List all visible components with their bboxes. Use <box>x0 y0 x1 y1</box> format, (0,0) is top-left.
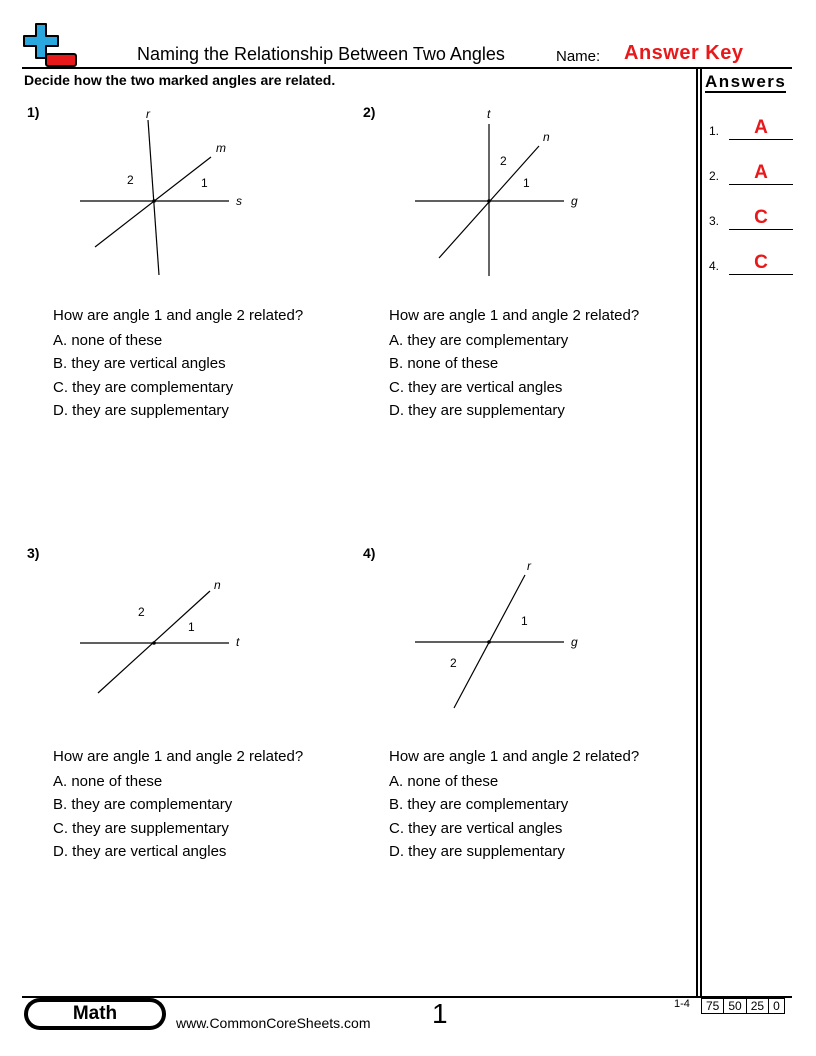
answer-row <box>709 161 793 185</box>
worksheet-title: Naming the Relationship Between Two Angles <box>137 44 505 64</box>
problem-number: 3) <box>27 545 40 561</box>
question-text: How are angle 1 and angle 2 related? <box>53 307 304 324</box>
plus-minus-logo-icon <box>22 22 80 68</box>
problem-number: 1) <box>27 104 40 120</box>
angle-figure <box>70 104 270 279</box>
problem-number: 4) <box>363 545 376 561</box>
choice-list <box>53 770 232 863</box>
answers-divider-left <box>696 67 698 996</box>
answer-line <box>729 229 793 230</box>
angle-label: 2 <box>450 656 457 670</box>
score-cell: 50 <box>723 999 745 1013</box>
angle-figure <box>70 545 270 720</box>
choice: A. none of these <box>53 773 163 790</box>
instructions: Decide how the two marked angles are related. <box>24 72 336 88</box>
answer-value: C <box>754 207 768 228</box>
answers-title: Answers <box>705 72 787 91</box>
choice-list <box>389 329 568 422</box>
name-label: Name: <box>556 48 601 65</box>
score-table <box>701 998 785 1014</box>
choice: D. they are vertical angles <box>53 842 227 860</box>
angle-label: 2 <box>138 605 145 619</box>
angle-label: 1 <box>201 176 208 190</box>
angle-figure <box>405 104 605 279</box>
answer-value: A <box>754 117 768 138</box>
angle-label: 2 <box>127 173 134 187</box>
answer-line <box>729 139 793 140</box>
choice: A. they are complementary <box>389 332 569 349</box>
choice: C. they are vertical angles <box>389 378 563 396</box>
problem-range: 1-4 <box>674 998 690 1010</box>
answers-divider-right <box>700 67 702 996</box>
answer-line <box>729 184 793 185</box>
choice: A. none of these <box>53 332 163 349</box>
answer-line <box>729 274 793 275</box>
line-label: t <box>236 635 240 649</box>
line-label: m <box>216 141 226 155</box>
problem-number: 2) <box>363 104 376 120</box>
choice: B. they are vertical angles <box>53 355 226 373</box>
question-text: How are angle 1 and angle 2 related? <box>53 748 304 765</box>
line-label: n <box>214 578 221 592</box>
question-text: How are angle 1 and angle 2 related? <box>389 748 640 765</box>
choice: D. they are supplementary <box>389 401 565 419</box>
intersection-point <box>152 641 156 645</box>
choice: C. they are vertical angles <box>389 819 563 837</box>
choice: D. they are supplementary <box>53 401 229 419</box>
choice: B. they are complementary <box>53 796 233 814</box>
line-label: g <box>571 194 578 208</box>
header-divider <box>22 67 792 69</box>
page-number: 1 <box>432 998 448 1029</box>
answer-number: 3. <box>709 214 720 228</box>
answer-row <box>709 116 793 140</box>
answer-row <box>709 206 793 230</box>
choice: D. they are supplementary <box>389 842 565 860</box>
choice: C. they are supplementary <box>53 819 229 837</box>
choice-list <box>389 770 568 863</box>
choice-list <box>53 329 233 422</box>
answer-row <box>709 251 793 275</box>
answer-number: 4. <box>709 259 720 273</box>
intersection-point <box>152 199 156 203</box>
answer-key-label: Answer Key <box>624 42 744 64</box>
angle-label: 1 <box>521 614 528 628</box>
line-label: n <box>543 130 550 144</box>
angle-label: 1 <box>523 176 530 190</box>
score-cell: 25 <box>746 999 768 1013</box>
choice: B. none of these <box>389 355 499 373</box>
question-text: How are angle 1 and angle 2 related? <box>389 307 640 324</box>
line-label: r <box>527 559 531 573</box>
choice: C. they are complementary <box>53 378 234 396</box>
line-label: g <box>571 635 578 649</box>
score-cell: 75 <box>706 999 720 1013</box>
answer-number: 1. <box>709 124 720 138</box>
line-r <box>148 120 159 275</box>
score-cell: 0 <box>768 999 784 1013</box>
answer-number: 2. <box>709 169 720 183</box>
subject-badge <box>24 998 166 1030</box>
website-link[interactable]: www.CommonCoreSheets.com <box>176 1015 371 1031</box>
answer-value: A <box>754 162 768 183</box>
choice: A. none of these <box>389 773 499 790</box>
choice: B. they are complementary <box>389 796 569 814</box>
angle-label: 1 <box>188 620 195 634</box>
angle-label: 2 <box>500 154 507 168</box>
angle-figure <box>405 545 605 720</box>
line-label: t <box>487 107 491 121</box>
intersection-point <box>487 640 491 644</box>
answer-value: C <box>754 252 768 273</box>
line-label: s <box>236 194 242 208</box>
subject-label: Math <box>28 1002 162 1026</box>
intersection-point <box>487 199 491 203</box>
line-label: r <box>146 107 150 121</box>
